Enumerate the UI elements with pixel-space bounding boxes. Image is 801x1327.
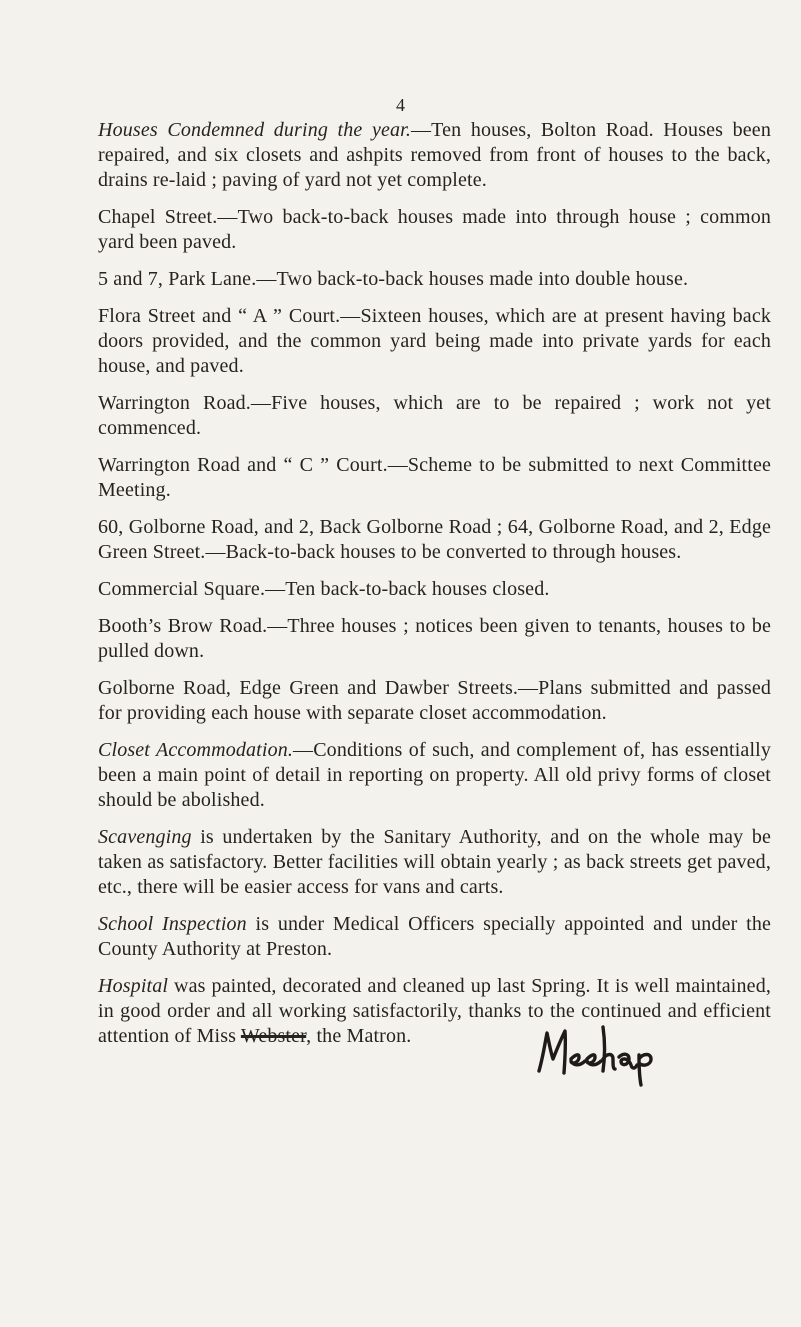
paragraph-chapel-street: Chapel Street.—Two back-to-back houses made into through house ; common yard been paved. [98,206,771,253]
paragraph-warrington-road-c-court: Warrington Road and “ C ” Court.—Scheme to be submitted to next Committee Meeting. [98,454,771,501]
page-number: 4 [396,95,405,115]
paragraph-hospital: Hospital was painted, decorated and cleaned up last Spring. It is well maintained, in good order and all working satisfactorily, thanks to the continued and efficient attention of Miss Webster, the Matron. [98,975,771,1047]
paragraph-golborne-edge-green-dawber: Golborne Road, Edge Green and Dawber Streets.—Plans submitted and passed for providing each house with separate closet accommodation. [98,677,771,724]
paragraph-flora-street: Flora Street and “ A ” Court.—Sixteen houses, which are at present having back doors provided, and the common yard being made into private yards for each house, and paved. [98,305,771,377]
struck-out-name: Webster [240,1025,307,1047]
paragraph-school-inspection: School Inspection is under Medical Officers specially appointed and under the County Authority at Preston. [98,913,772,960]
paragraph-houses-condemned: Houses Condemned during the year.—Ten houses, Bolton Road. Houses been repaired, and six closets and ashpits removed from front of houses to the back, drains re-laid ; paving of yard not yet complete. [98,119,771,191]
paragraph-booths-brow-road: Booth’s Brow Road.—Three houses ; notices been given to tenants, houses to be pulled down. [98,615,771,662]
body-text [98,118,771,1049]
paragraph-golborne-road: 60, Golborne Road, and 2, Back Golborne Road ; 64, Golborne Road, and 2, Edge Green Street.—Back-to-back houses to be converted to through houses. [98,516,771,563]
paragraph-park-lane: 5 and 7, Park Lane.—Two back-to-back houses made into double house. [98,268,689,290]
paragraph-scavenging: Scavenging is undertaken by the Sanitary Authority, and on the whole may be taken as satisfactory. Better facilities will obtain yearly ; as back streets get paved, etc., there will be easier access for vans and carts. [98,826,771,898]
handwritten-signature-icon [531,1019,681,1089]
handwritten-correction [531,1019,681,1089]
hospital-section [98,974,771,1049]
paragraph-closet-accommodation: Closet Accommodation.—Conditions of such, and complement of, has essentially been a main point of detail in reporting on property. All old privy forms of closet should be abolished. [98,739,772,811]
paragraph-commercial-square: Commercial Square.—Ten back-to-back houses closed. [98,578,550,600]
paragraph-warrington-road: Warrington Road.—Five houses, which are to be repaired ; work not yet commenced. [98,392,771,439]
